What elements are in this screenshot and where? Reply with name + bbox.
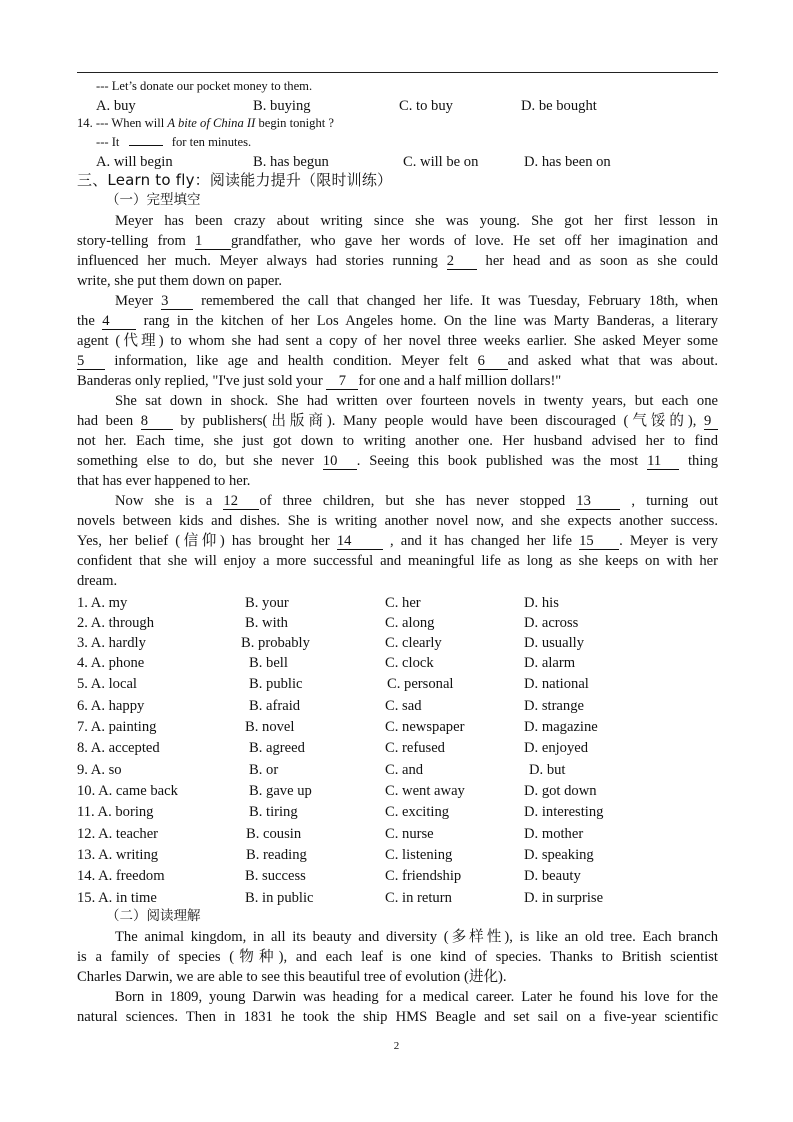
option-c: C. refused [385,740,445,756]
option-row-8 [77,738,637,758]
option-c: C. along [385,615,435,631]
q13-response: --- Let’s donate our pocket money to them. [96,79,313,93]
option-a: 5. A. local [77,676,137,692]
option-a: 1. A. my [77,595,128,611]
option-row-14 [77,866,637,886]
q13-option-c: C. to buy [399,98,453,114]
option-d: D. beauty [524,868,581,884]
cloze-text: Now she is a [115,493,224,509]
option-c: C. her [385,595,421,611]
option-row-11 [77,802,637,822]
option-row-5 [77,674,637,694]
option-row-3 [77,633,637,653]
q13-option-b: B. buying [253,98,311,114]
option-d: D. strange [524,698,584,714]
cloze-line [77,391,718,411]
cloze-text: novels between kids and dishes. She is writing another novel now, and she expects another success. [77,513,718,529]
q14-number: 14. [77,116,93,130]
reading-title: （二）阅读理解 [106,908,201,924]
cloze-text: thing [679,453,718,469]
cloze-line [77,531,718,551]
cloze-text: Meyer has been crazy about writing since she was young. She got her first lesson in [115,213,718,229]
option-row-4 [77,653,637,673]
cloze-text: Meyer [115,293,162,309]
option-a: 8. A. accepted [77,740,160,756]
option-c: C. sad [385,698,422,714]
option-d: D. his [524,595,559,611]
option-b: B. in public [245,890,314,906]
q14-response-start: --- It [96,135,120,149]
cloze-blank-11: 11 [647,453,679,470]
cloze-blank-2: 2 [447,253,477,270]
reading-line: natural sciences. Then in 1831 he took the ship HMS Beagle and set sail on a five-year scientific [77,1009,718,1025]
reading-line: Charles Darwin, we are able to see this beautiful tree of evolution (进化). [77,969,507,985]
cloze-title: （一）完型填空 [106,192,201,208]
cloze-text: . Seeing this book published was the most [356,453,648,469]
cloze-text: She sat down in shock. She had written over fourteen novels in twenty years, but each one [115,393,718,409]
option-c: C. exciting [385,804,450,820]
option-a: 15. A. in time [77,890,157,906]
option-c: C. clearly [385,635,442,651]
reading-line: Born in 1809, young Darwin was heading for a medical career. Later he found his love for the [115,989,718,1005]
option-d: D. national [524,676,589,692]
option-d: D. interesting [524,804,604,820]
cloze-text: , and it has changed her life [382,533,580,549]
cloze-blank-12: 12 [223,493,259,510]
q13-option-d: D. be bought [521,98,597,114]
cloze-line [77,311,718,331]
option-b: B. reading [246,847,307,863]
cloze-line [77,511,718,531]
option-c: C. personal [387,676,454,692]
option-b: B. agreed [249,740,305,756]
cloze-line [77,471,718,491]
cloze-line [77,371,718,391]
option-b: B. or [249,762,279,778]
q14-prompt [77,114,718,132]
option-b: B. afraid [249,698,301,714]
q14-option-d: D. has been on [524,154,611,170]
cloze-text: agent (代理) to whom she had sent a copy of her novel three weeks earlier. She asked Meyer some [77,333,718,349]
cloze-text: story-telling from [77,233,195,249]
q14-options [77,152,637,172]
cloze-line [77,411,718,431]
cloze-text: rang in the kitchen of her Los Angeles home. On the line was Marty Banderas, a literary [136,313,719,329]
option-a: 13. A. writing [77,847,159,863]
cloze-text: her head and as soon as she could [476,253,718,269]
option-b: B. your [245,595,289,611]
option-d: D. magazine [524,719,598,735]
cloze-text: Banderas only replied, "I've just sold your [77,373,327,389]
cloze-text: and asked what that was about. [507,353,719,369]
cloze-line [77,331,718,351]
option-row-9 [77,760,637,780]
option-b: B. bell [249,655,288,671]
option-b: B. tiring [249,804,298,820]
cloze-text: had been [77,413,141,429]
cloze-blank-6: 6 [478,353,508,370]
option-b: B. gave up [249,783,312,799]
option-b: B. probably [241,635,310,651]
option-d: D. got down [524,783,597,799]
option-d: D. usually [524,635,584,651]
cloze-text: , turning out [620,493,719,509]
cloze-line [77,571,718,591]
cloze-text: the [77,313,103,329]
cloze-line [77,251,718,271]
option-b: B. novel [245,719,295,735]
cloze-text: Yes, her belief (信仰) has brought her [77,533,337,549]
cloze-blank-3: 3 [161,293,193,310]
cloze-text: information, like age and health condition. Meyer felt [105,353,478,369]
q14-option-a: A. will begin [96,154,173,170]
option-c: C. and [385,762,424,778]
cloze-blank-7: 7 [326,373,358,390]
cloze-text: dream. [77,573,118,589]
section-title: 三、Learn to fly：阅读能力提升（限时训练） [77,171,393,189]
option-row-13 [77,845,637,865]
option-a: 6. A. happy [77,698,145,714]
option-b: B. success [245,868,306,884]
cloze-text: something else to do, but she never [77,453,323,469]
option-c: C. nurse [385,826,434,842]
q13-option-a: A. buy [96,98,136,114]
reading-line: is a family of species (物种), and each leaf is one kind of species. Thanks to British scientist [77,949,718,965]
option-d: D. enjoyed [524,740,589,756]
option-a: 4. A. phone [77,655,145,671]
cloze-line [77,551,718,571]
cloze-blank-5: 5 [77,353,105,370]
option-c: C. newspaper [385,719,465,735]
option-b: B. with [245,615,288,631]
option-d: D. in surprise [524,890,604,906]
option-c: C. went away [385,783,465,799]
cloze-blank-1: 1 [195,233,231,250]
cloze-line [77,291,718,311]
cloze-text: not her. Each time, she just got down to writing another one. Her husband advised her to find [77,433,718,449]
option-d: D. alarm [524,655,576,671]
reading-line: The animal kingdom, in all its beauty and diversity (多样性), is like an old tree. Each branch [115,929,718,945]
q14-option-c: C. will be on [403,154,479,170]
cloze-text: . Meyer is very [619,533,718,549]
option-a: 14. A. freedom [77,868,165,884]
option-a: 3. A. hardly [77,635,146,651]
cloze-blank-13: 13 [576,493,620,510]
q14-prompt-end: begin tonight ? [255,116,334,130]
cloze-blank-14: 14 [337,533,383,550]
cloze-blank-8: 8 [141,413,173,430]
q14-title-italic: A bite of China II [167,116,256,130]
option-c: C. friendship [385,868,462,884]
header-rule [77,72,718,73]
cloze-line [77,431,718,451]
option-a: 2. A. through [77,615,155,631]
option-row-6 [77,696,637,716]
cloze-line [77,231,718,251]
cloze-text: grandfather, who gave her words of love. He set off her imagination and [230,233,718,249]
q14-prompt-text: --- When will [95,116,168,130]
cloze-line [77,271,718,291]
option-row-12 [77,824,637,844]
option-b: B. cousin [246,826,302,842]
option-c: C. in return [385,890,452,906]
cloze-text: by publishers(出版商). Many people would have been discouraged (气馁的), [172,413,704,429]
cloze-line [77,491,718,511]
q13-options [77,96,637,116]
q14-blank [129,145,163,146]
cloze-text: influenced her much. Meyer always had stories running [77,253,447,269]
cloze-blank-4: 4 [102,313,136,330]
option-row-10 [77,781,637,801]
option-c: C. listening [385,847,453,863]
option-a: 10. A. came back [77,783,178,799]
page-number: 2 [393,1040,400,1052]
option-row-1 [77,593,637,613]
cloze-line [77,351,718,371]
cloze-blank-10: 10 [323,453,357,470]
option-d: D. but [529,762,566,778]
cloze-text: confident that she will enjoy a more successful and meaningful life as long as she keeps on with her [77,553,718,569]
option-a: 11. A. boring [77,804,154,820]
option-row-7 [77,717,637,737]
cloze-text: write, she put them down on paper. [77,273,283,289]
option-b: B. public [249,676,303,692]
option-c: C. clock [385,655,434,671]
q14-response [77,133,737,151]
cloze-line [77,211,718,231]
q14-response-end: for ten minutes. [171,135,252,149]
q14-option-b: B. has begun [253,154,329,170]
option-a: 9. A. so [77,762,122,778]
cloze-text: for one and a half million dollars!" [358,373,562,389]
cloze-blank-9: 9 [704,413,718,430]
cloze-text: that has ever happened to her. [77,473,251,489]
option-a: 7. A. painting [77,719,157,735]
cloze-blank-15: 15 [579,533,619,550]
option-d: D. mother [524,826,584,842]
cloze-text: of three children, but she has never stopped [259,493,577,509]
option-d: D. across [524,615,579,631]
cloze-text: remembered the call that changed her life. It was Tuesday, February 18th, when [193,293,718,309]
cloze-line [77,451,718,471]
option-row-15 [77,888,637,908]
option-d: D. speaking [524,847,594,863]
option-row-2 [77,613,637,633]
option-a: 12. A. teacher [77,826,159,842]
